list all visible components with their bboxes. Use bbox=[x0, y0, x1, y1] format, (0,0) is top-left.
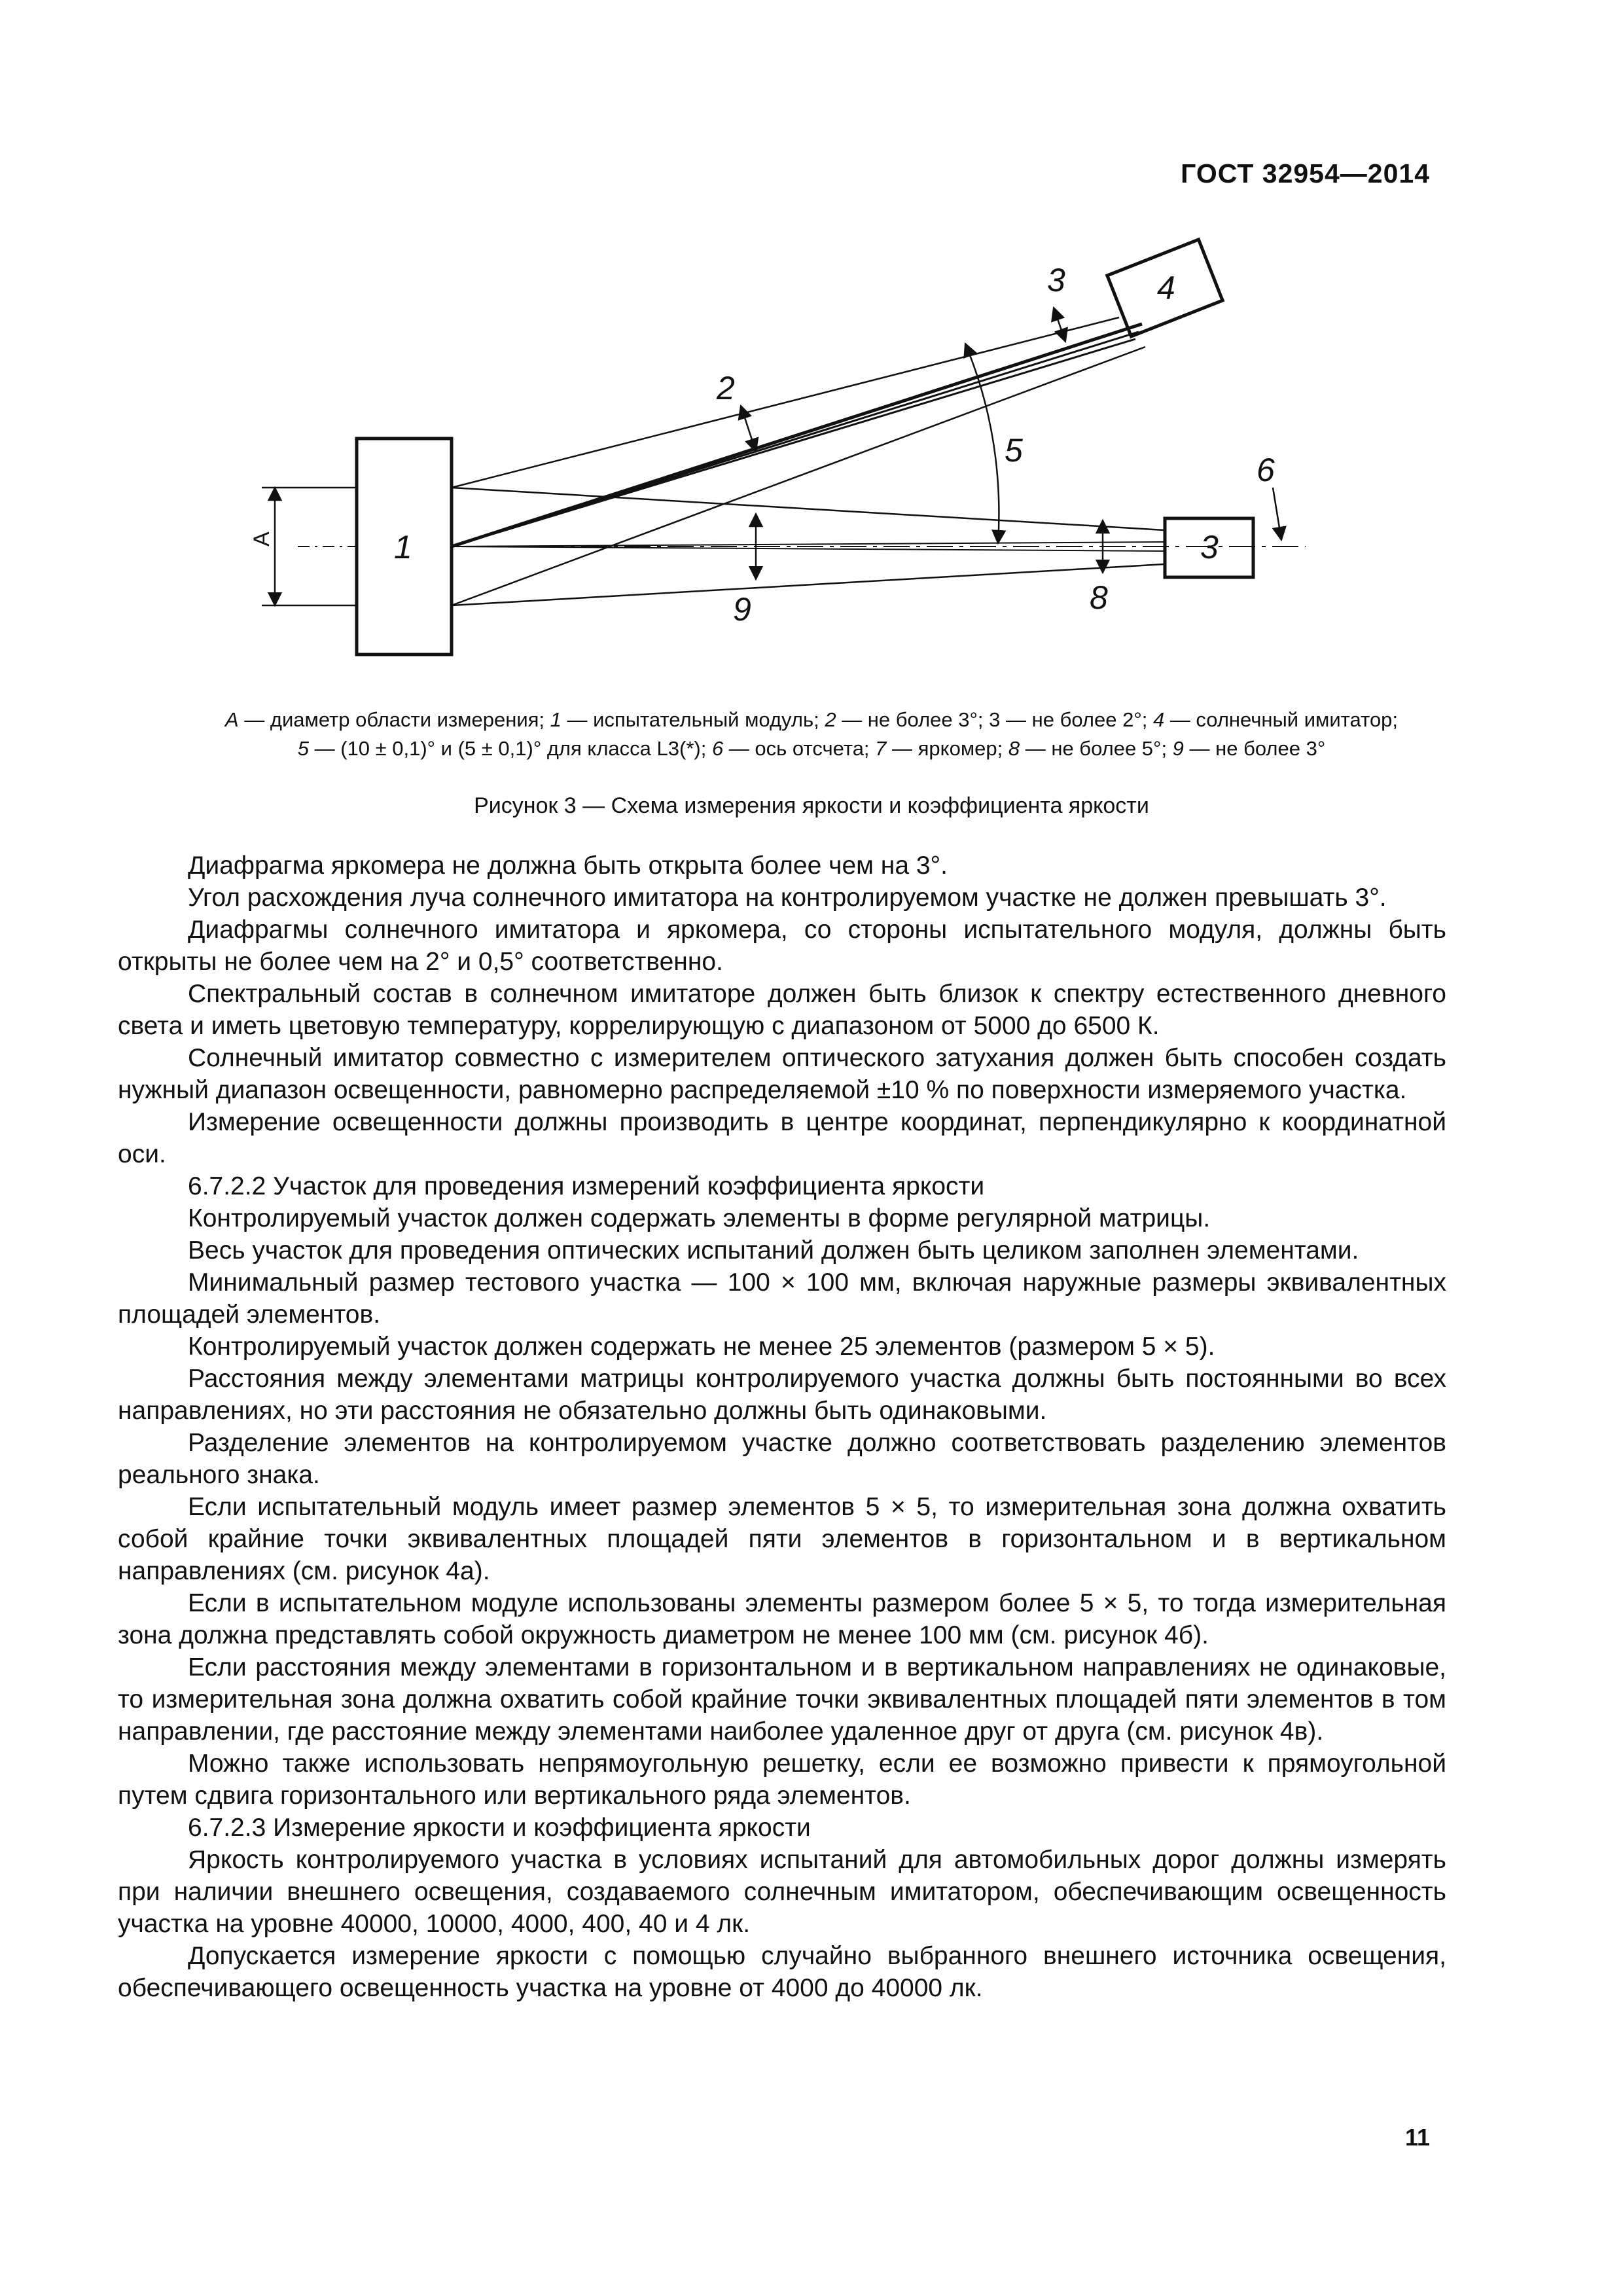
section-heading: 6.7.2.3 Измерение яркости и коэффициента яркости bbox=[188, 1814, 811, 1842]
label-angle-5: 5 bbox=[1005, 432, 1023, 469]
section-heading: 6.7.2.2 Участок для проведения измерений коэффициента яркости bbox=[188, 1172, 985, 1200]
diagram-svg bbox=[236, 223, 1315, 681]
paragraph: Яркость контролируемого участка в условиях испытаний для автомобильных дорог должны измерять при наличии внешнего освещения, создаваемого солнечным имитатором, обеспечивающим освещенность участка на уровне 40000, 10000, 4000, 400, 40 и 4 лк. bbox=[118, 1846, 1446, 1938]
paragraph: Контролируемый участок должен содержать не менее 25 элементов (размером 5 × 5). bbox=[188, 1333, 1215, 1361]
legend-key: 4 bbox=[1152, 708, 1165, 731]
paragraph: Измерение освещенности должны производить в центре координат, перпендикулярно к координатной оси. bbox=[118, 1108, 1446, 1168]
legend-line-1 bbox=[131, 706, 1492, 734]
paragraph: Солнечный имитатор совместно с измерителем оптического затухания должен быть способен создать нужный диапазон освещенности, равномерно распределяемой ±10 % по поверхности измеряемого участка. bbox=[118, 1044, 1446, 1104]
angle-5-arc bbox=[965, 344, 999, 543]
paragraph: Расстояния между элементами матрицы контролируемого участка должны быть постоянными во всех направлениях, но эти расстояния не обязательно должны быть одинаковыми. bbox=[118, 1365, 1446, 1425]
paragraph: Минимальный размер тестового участка — 100 × 100 мм, включая наружные размеры эквивалентных площадей элементов. bbox=[118, 1268, 1446, 1329]
angle-3-arrow bbox=[1054, 308, 1065, 342]
legend-text: — ось отсчета; bbox=[723, 737, 876, 760]
paragraph: Если расстояния между элементами в горизонтальном и в вертикальном направлениях не одинаковые, то измерительная зона должна охватить собой крайние точки эквивалентных площадей пяти элементов в том направлении, где расстояние между элементами наиболее удаленное друг от друга (см. рисунок 4в). bbox=[118, 1653, 1446, 1746]
label-angle-2: 2 bbox=[717, 370, 735, 406]
legend-text: — не более 3° bbox=[1183, 737, 1326, 760]
legend-text: — не более 5°; bbox=[1020, 737, 1173, 760]
legend-key: 7 bbox=[875, 737, 887, 760]
paragraph: Разделение элементов на контролируемом участке должно соответствовать разделению элементов реального знака. bbox=[118, 1429, 1446, 1489]
paragraph: Спектральный состав в солнечном имитаторе должен быть близок к спектру естественного дневного света и иметь цветовую температуру, коррелирующую с диапазоном от 5000 до 6500 К. bbox=[118, 980, 1446, 1040]
label-solar-simulator: 4 bbox=[1157, 270, 1175, 306]
legend-key: 9 bbox=[1172, 737, 1184, 760]
legend-key: 6 bbox=[711, 737, 724, 760]
paragraph: Если в испытательном модуле использованы элементы размером более 5 × 5, то тогда измерительная зона должна представлять собой окружность диаметром не менее 100 мм (см. рисунок 4б). bbox=[118, 1589, 1446, 1649]
paragraph: Контролируемый участок должен содержать элементы в форме регулярной матрицы. bbox=[188, 1204, 1211, 1232]
legend-text: — яркомер; bbox=[886, 737, 1008, 760]
paragraph: Можно также использовать непрямоугольную решетку, если ее возможно привести к прямоугольной путем сдвига горизонтального или вертикального ряда элементов. bbox=[118, 1749, 1446, 1810]
legend-key: 8 bbox=[1008, 737, 1020, 760]
page-number: 11 bbox=[1404, 2124, 1430, 2151]
measurement-diagram bbox=[236, 223, 1315, 681]
paragraph: Весь участок для проведения оптических испытаний должен быть целиком заполнен элементами. bbox=[188, 1236, 1359, 1265]
paragraph: Угол расхождения луча солнечного имитатора на контролируемом участке не должен превышать 3°. bbox=[188, 884, 1387, 912]
figure-legend bbox=[131, 706, 1492, 763]
legend-text: — (10 ± 0,1)° и (5 ± 0,1)° для класса L3(*); bbox=[308, 737, 712, 760]
paragraph: Если испытательный модуль имеет размер элементов 5 × 5, то измерительная зона должна охватить собой крайние точки эквивалентных площадей пяти элементов в горизонтальном и в вертикальном направлениях (см. рисунок 4а). bbox=[118, 1493, 1446, 1585]
legend-text: — солнечный имитатор; bbox=[1164, 708, 1399, 731]
legend-text: — испытательный модуль; bbox=[561, 708, 825, 731]
legend-key: 1 bbox=[550, 708, 562, 731]
label-test-module: 1 bbox=[394, 529, 412, 565]
label-axis-6: 6 bbox=[1257, 452, 1275, 488]
label-dimension-a: A bbox=[249, 531, 274, 547]
label-luminance-meter: 3 bbox=[1200, 529, 1219, 565]
label-angle-8: 8 bbox=[1090, 579, 1108, 616]
figure-caption: Рисунок 3 — Схема измерения яркости и коэффициента яркости bbox=[474, 793, 1149, 818]
legend-text: — не более 3°; 3 — не более 2°; bbox=[836, 708, 1153, 731]
paragraph: Диафрагмы солнечного имитатора и яркомера, со стороны испытательного модуля, должны быть открыты не более чем на 2° и 0,5° соответственно. bbox=[118, 916, 1446, 976]
label-angle-9: 9 bbox=[733, 591, 751, 628]
legend-text: — диаметр области измерения; bbox=[238, 708, 550, 731]
paragraph: Допускается измерение яркости с помощью случайно выбранного внешнего источника освещения, обеспечивающего освещенность участка на уровне от 4000 до 40000 лк. bbox=[118, 1942, 1446, 2002]
document-header: ГОСТ 32954—2014 bbox=[1181, 158, 1430, 188]
paragraph: Диафрагма яркомера не должна быть открыта более чем на 3°. bbox=[188, 852, 948, 880]
label-angle-3: 3 bbox=[1047, 262, 1065, 298]
body-text bbox=[118, 850, 1446, 2004]
legend-key: 5 bbox=[297, 737, 309, 760]
legend-key: 2 bbox=[825, 708, 836, 731]
legend-line-2 bbox=[131, 734, 1492, 763]
legend-key: A bbox=[224, 708, 239, 731]
